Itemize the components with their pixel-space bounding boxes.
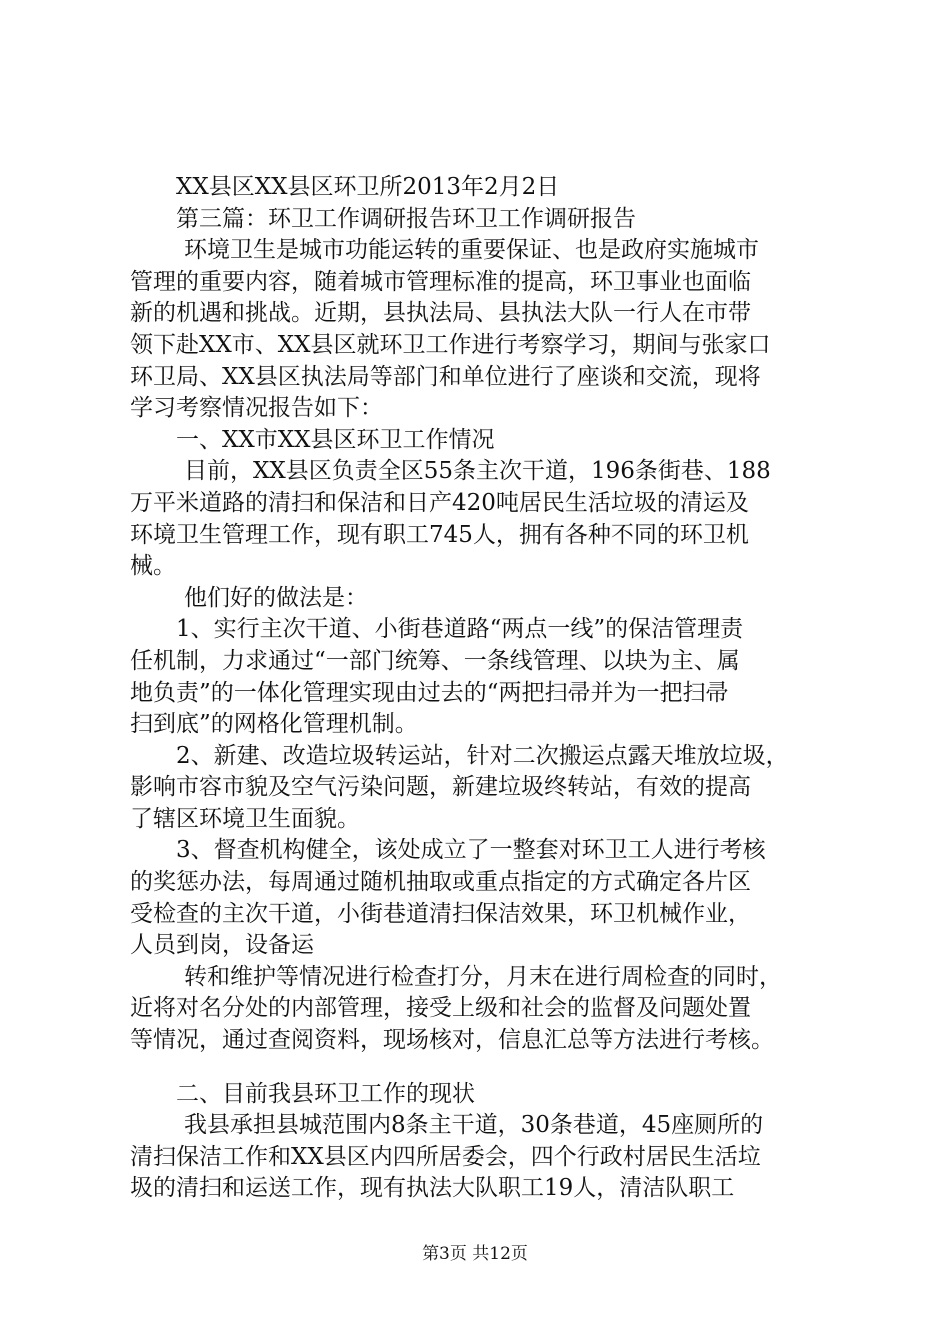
text-line: 影响市容市貌及空气污染问题，新建垃圾终转站，有效的提高 (130, 774, 751, 801)
section-title: 第三篇：环卫工作调研报告环卫工作调研报告 (176, 205, 636, 232)
document-body (130, 172, 830, 1205)
text-line: 圾的清扫和运送工作，现有执法大队职工19人，清洁队职工 (130, 1175, 735, 1202)
text-line: 环境卫生是城市功能运转的重要保证、也是政府实施城市 (184, 237, 759, 264)
text-line: 我县承担县城范围内8条主干道，30条巷道，45座厕所的 (184, 1112, 764, 1139)
text-line: 的奖惩办法，每周通过随机抽取或重点指定的方式确定各片区 (130, 869, 751, 896)
text-line: 管理的重要内容，随着城市管理标准的提高，环卫事业也面临 (130, 268, 751, 295)
text-line: 等情况，通过查阅资料，现场核对，信息汇总等方法进行考核。 (130, 1027, 774, 1054)
text-line: 扫到底”的网格化管理机制。 (130, 711, 418, 738)
text-line: 3、督查机构健全，该处成立了一整套对环卫工人进行考核 (176, 837, 766, 864)
date-line: XX县区XX县区环卫所2013年2月2日 (176, 174, 560, 200)
text-line: 环境卫生管理工作，现有职工745人，拥有各种不同的环卫机 (130, 521, 749, 548)
text-line: 转和维护等情况进行检查打分，月末在进行周检查的同时， (184, 963, 782, 990)
text-line: 受检查的主次干道，小街巷道清扫保洁效果，环卫机械作业， (130, 900, 751, 927)
text-line: 领下赴XX市、XX县区就环卫工作进行考察学习，期间与张家口 (130, 331, 771, 358)
text-line: 1、实行主次干道、小街巷道路“两点一线”的保洁管理责 (176, 616, 744, 643)
subheading: 二、目前我县环卫工作的现状 (176, 1080, 475, 1107)
text-line: 近将对名分处的内部管理，接受上级和社会的监督及问题处置 (130, 995, 751, 1022)
text-line: 清扫保洁工作和XX县区内四所居委会，四个行政村居民生活垃 (130, 1143, 761, 1170)
text-line: 了辖区环境卫生面貌。 (130, 805, 360, 832)
page-number: 第3页 共12页 (422, 1244, 528, 1264)
paragraph-gap (130, 1057, 830, 1079)
subheading: 一、XX市XX县区环卫工作情况 (176, 426, 495, 453)
text-line: 任机制，力求通过“一部门统筹、一条线管理、以块为主、属 (130, 647, 740, 674)
text-line: 他们好的做法是： (184, 584, 368, 611)
text-line: 2、新建、改造垃圾转运站，针对二次搬运点露天堆放垃圾， (176, 742, 789, 769)
text-line: 学习考察情况报告如下： (130, 395, 383, 422)
text-line: 环卫局、XX县区执法局等部门和单位进行了座谈和交流，现将 (130, 363, 761, 390)
text-line: 械。 (130, 553, 176, 580)
text-line: 目前，XX县区负责全区55条主次干道，196条街巷、188 (184, 458, 771, 485)
text-line: 万平米道路的清扫和保洁和日产420吨居民生活垃圾的清运及 (130, 489, 749, 516)
text-line: 地负责”的一体化管理实现由过去的“两把扫帚并为一把扫帚 (130, 679, 729, 706)
text-line: 新的机遇和挑战。近期，县执法局、县执法大队一行人在市带 (130, 300, 751, 327)
text-line: 人员到岗，设备运 (130, 932, 314, 959)
